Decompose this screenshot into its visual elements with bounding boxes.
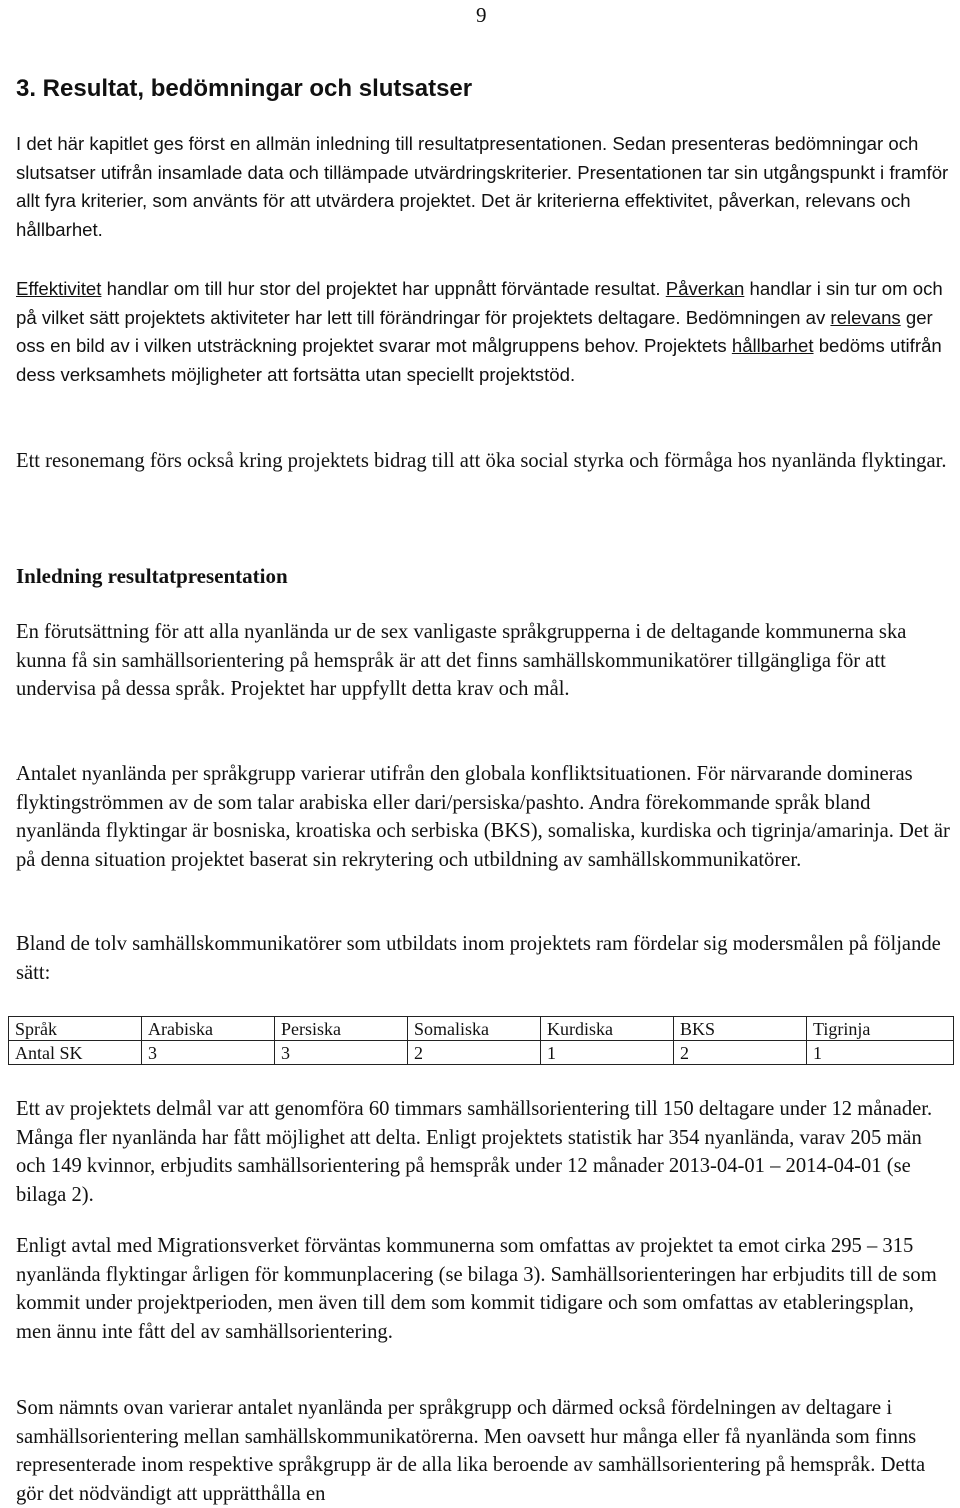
table-cell: Språk [9, 1017, 142, 1041]
table-cell: Antal SK [9, 1041, 142, 1065]
table-cell: 2 [408, 1041, 541, 1065]
paragraph-4: Ett av projektets delmål var att genomföra 60 timmars samhällsorientering till 150 deltagare under 12 månader. Många fler nyanlända har fått möjlighet att delta. Enligt projektets statistik har 354 nyanlända, varav 205 män och 149 kvinnor, erbjudits samhällsorientering på hemspråk under 12 månader 2013-04-01 – 2014-04-01 (se bilaga 2). [16, 1098, 933, 1206]
table-row [9, 1041, 954, 1065]
table-cell: 1 [541, 1041, 674, 1065]
paragraph-3: Bland de tolv samhällskommunikatörer som utbildats inom projektets ram fördelar sig modersmålen på följande sätt: [16, 933, 941, 984]
table-cell: Arabiska [142, 1017, 275, 1041]
paragraph-5: Enligt avtal med Migrationsverket förväntas kommunerna som omfattas av projektet ta emot cirka 295 – 315 nyanlända flyktingar årligen för kommunplacering (se bilaga 3). Samhällsorienteringen har erbjudits till de som kommit under projektperioden, men även till dem som kommit tidigare och som omfattas av etableringsplan, men ännu inte fått del av samhällsorientering. [16, 1235, 937, 1343]
criteria-text-1: handlar om till hur stor del projektet har uppnått förväntade resultat. [101, 278, 666, 299]
criteria-text-2: handlar i sin tur om och på vilket sätt projektets aktiviteter har lett till förändringar för projektets deltagare. Bedömningen av [16, 278, 943, 328]
table-cell: Persiska [275, 1017, 408, 1041]
term-effektivitet: Effektivitet [16, 278, 102, 299]
paragraph-1: En förutsättning för att alla nyanlända ur de sex vanligaste språkgrupperna i de deltagande kommunerna ska kunna få sin samhällsorientering på hemspråk är att det finns samhällskommunikatörer tillgängliga för att undervisa på dessa språk. Projektet har uppfyllt detta krav och mål. [16, 621, 907, 701]
subsection-title: Inledning resultatpresentation [16, 564, 288, 588]
page-number: 9 [476, 3, 487, 27]
reasoning-paragraph: Ett resonemang förs också kring projektets bidrag till att öka social styrka och förmåga hos nyanlända flyktingar. [16, 450, 947, 472]
table-cell: Somaliska [408, 1017, 541, 1041]
criteria-paragraph [16, 275, 954, 389]
criteria-text-4: bedöms utifrån dess verksamhets möjligheter att fortsätta utan speciellt projektstöd. [16, 335, 942, 385]
intro-text-1: I det här kapitlet ges först en allmän inledning till resultatpresentationen. Sedan presenteras bedömningar och slutsatser utifrån insamlade data och tillämpade utvärdringskriterier. [16, 133, 919, 183]
table-cell: 3 [142, 1041, 275, 1065]
table-cell: 2 [674, 1041, 807, 1065]
table-cell: Tigrinja [807, 1017, 954, 1041]
paragraph-6: Som nämnts ovan varierar antalet nyanlända per språkgrupp och därmed också fördelningen av deltagare i samhällsorientering mellan samhällskommunikatörerna. Men oavsett hur många eller få nyanlända som finns representerade inom respektive språkgrupp är de alla lika beroende av samhällsorientering på hemspråk. Detta gör det nödvändigt att upprätthålla en [16, 1397, 926, 1505]
intro-text-2: Presentationen tar sin utgångspunkt i framför allt fyra kriterier, som använts för att utvärdera projektet. Det är kriterierna effektivitet, påverkan, relevans och hållbarhet. [16, 161, 949, 240]
table-cell: BKS [674, 1017, 807, 1041]
table-header-row [9, 1017, 954, 1041]
term-relevans: relevans [830, 306, 901, 328]
intro-paragraph [16, 130, 954, 244]
table-cell: 3 [275, 1041, 408, 1065]
paragraph-2: Antalet nyanlända per språkgrupp varierar utifrån den globala konfliktsituationen. För närvarande domineras flyktingströmmen av de som talar arabiska eller dari/persiska/pashto. Andra förekommande språk bland nyanlända flyktingar är bosniska, kroatiska och serbiska (BKS), somaliska, kurdiska och tigrinja/amarinja. Det är på denna situation projektet baserat sin rekrytering och utbildning av samhällskommunikatörer. [16, 763, 950, 871]
language-table [8, 1016, 954, 1065]
section-title: 3. Resultat, bedömningar och slutsatser [16, 75, 473, 102]
criteria-text-3: ger oss en bild av i vilken utsträckning projektet svarar mot målgruppens behov. Projektets [16, 306, 933, 357]
term-paverkan: Påverkan [665, 278, 745, 299]
table-cell: 1 [807, 1041, 954, 1065]
term-hallbarhet: hållbarhet [731, 335, 814, 357]
table-cell: Kurdiska [541, 1017, 674, 1041]
